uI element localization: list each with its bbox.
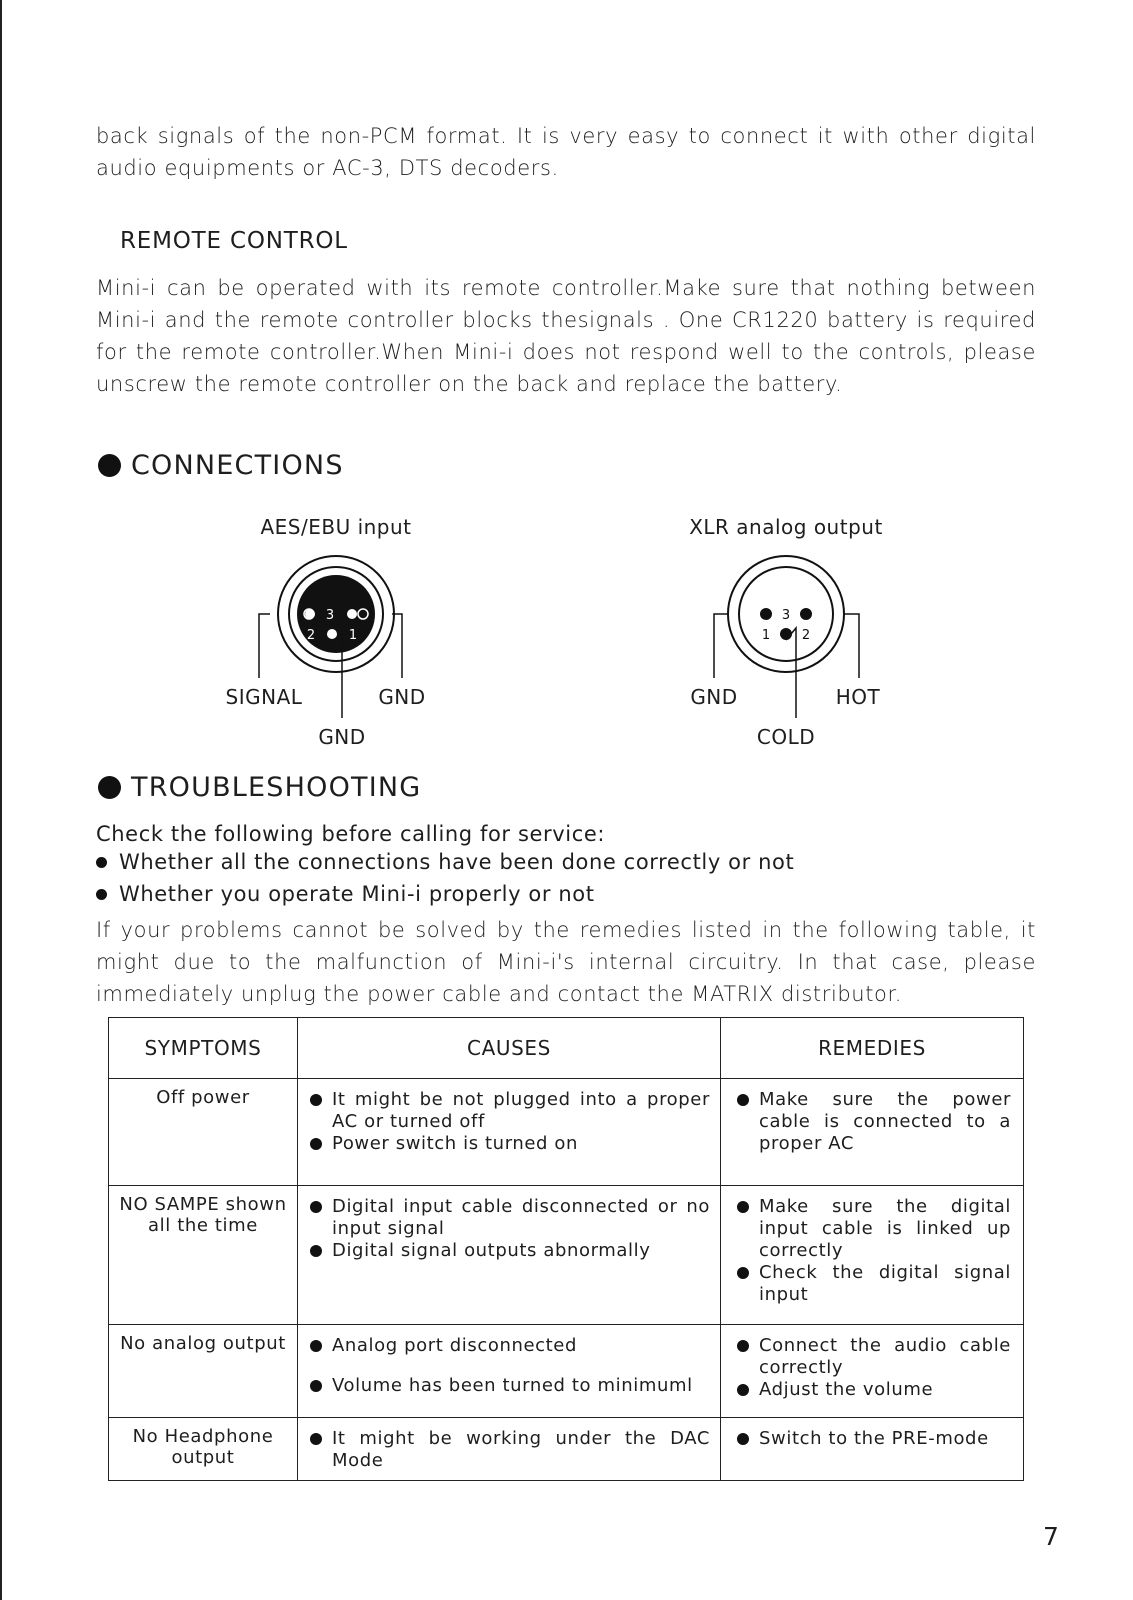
causes-cell — [298, 1079, 721, 1186]
aes-ebu-title: AES/EBU input — [260, 515, 412, 539]
xlr-connector — [689, 515, 883, 749]
aes-label-gnd-bottom: GND — [318, 725, 366, 749]
aes-pin-3: 3 — [325, 608, 335, 623]
cause-item — [310, 1428, 710, 1472]
connections-diagram — [96, 500, 1036, 750]
bullet-dot-icon — [310, 1340, 322, 1352]
troubleshooting-heading — [98, 772, 421, 803]
bullet-dot-icon — [96, 857, 107, 868]
cause-text: It might be working under the DAC Mode — [332, 1428, 710, 1471]
remedies-cell — [721, 1079, 1024, 1186]
xlr-title: XLR analog output — [689, 515, 883, 539]
cause-text: Analog port disconnected — [332, 1335, 577, 1356]
remedies-cell — [721, 1325, 1024, 1418]
symptom-cell: NO SAMPE shown all the time — [109, 1186, 298, 1325]
remedy-item — [737, 1196, 1011, 1262]
remedy-item — [737, 1335, 1011, 1379]
cause-item — [310, 1089, 710, 1133]
page-edge-rule — [0, 0, 2, 1600]
remedy-item — [737, 1262, 1011, 1306]
aes-pin-2: 2 — [306, 628, 316, 643]
remedy-text: Make sure the digital input cable is linked up correctly — [759, 1196, 1011, 1261]
symptom-cell: No Headphone output — [109, 1418, 298, 1481]
cause-item — [310, 1375, 710, 1397]
troubleshooting-paragraph: If your problems cannot be solved by the remedies listed in the following table, it might due to the malfunction of Mini-i's internal circuitry. In that case, please immediately unplug the power cable and contact the MATRIX distributor. — [96, 918, 1036, 1006]
aes-ebu-connector — [226, 515, 426, 749]
remedy-text: Check the digital signal input — [759, 1262, 1011, 1305]
troubleshooting-table — [108, 1017, 1024, 1481]
page-number: 7 — [1043, 1522, 1059, 1551]
xlr-pin-1: 1 — [761, 628, 771, 643]
aes-label-signal: SIGNAL — [225, 685, 303, 709]
remedy-text: Switch to the PRE-mode — [759, 1428, 989, 1449]
bullet-dot-icon — [310, 1138, 322, 1150]
symptom-cell: No analog output — [109, 1325, 298, 1418]
cause-text: Digital signal outputs abnormally — [332, 1240, 651, 1261]
remote-control-paragraph: Mini-i can be operated with its remote controller.Make sure that nothing between Mini-i and the remote controller blocks thesignals . One CR1220 battery is required for the remote controller.When Mini-i does not respond well to the controls, please unscrew the remote controller on the back and replace the battery. — [96, 276, 1036, 396]
symptom-cell: Off power — [109, 1079, 298, 1186]
bullet-dot-icon — [96, 889, 107, 900]
header-symptoms: SYMPTOMS — [109, 1018, 298, 1079]
causes-cell — [298, 1186, 721, 1325]
xlr-pin-2: 2 — [801, 628, 811, 643]
bullet-dot-icon — [737, 1094, 749, 1106]
bullet-dot-icon — [737, 1267, 749, 1279]
bullet-dot-icon — [98, 454, 121, 477]
bullet-dot-icon — [737, 1201, 749, 1213]
connections-heading-label: CONNECTIONS — [131, 450, 344, 481]
remedy-text: Adjust the volume — [759, 1379, 934, 1400]
remote-control-heading: REMOTE CONTROL — [120, 228, 348, 254]
remedy-text: Connect the audio cable correctly — [759, 1335, 1011, 1378]
remedies-cell — [721, 1418, 1024, 1481]
remedies-cell — [721, 1186, 1024, 1325]
bullet-dot-icon — [310, 1380, 322, 1392]
header-causes: CAUSES — [298, 1018, 721, 1079]
cause-item — [310, 1133, 710, 1155]
xlr-pin-3: 3 — [781, 608, 791, 623]
bullet-dot-icon — [310, 1433, 322, 1445]
xlr-label-hot: HOT — [835, 685, 881, 709]
cause-text: Power switch is turned on — [332, 1133, 579, 1154]
troubleshooting-intro: Check the following before calling for service: — [96, 822, 606, 846]
remedy-text: Make sure the power cable is connected to a proper AC — [759, 1089, 1011, 1154]
cause-text: It might be not plugged into a proper AC or turned off — [332, 1089, 710, 1132]
table-row — [109, 1418, 1024, 1481]
remedy-item — [737, 1428, 1011, 1450]
bullet-dot-icon — [98, 776, 121, 799]
cause-item — [310, 1196, 710, 1240]
bullet-dot-icon — [310, 1201, 322, 1213]
check-item — [96, 850, 794, 874]
check-item-text: Whether all the connections have been done correctly or not — [119, 850, 795, 874]
cause-text: Digital input cable disconnected or no input signal — [332, 1196, 710, 1239]
table-row — [109, 1079, 1024, 1186]
bullet-dot-icon — [737, 1384, 749, 1396]
causes-cell — [298, 1418, 721, 1481]
intro-paragraph: back signals of the non-PCM format. It is very easy to connect it with other digital audio equipments or AC-3, DTS decoders. — [96, 124, 1036, 180]
header-remedies: REMEDIES — [721, 1018, 1024, 1079]
cause-item — [310, 1240, 710, 1262]
table-row — [109, 1325, 1024, 1418]
aes-label-gnd-right: GND — [378, 685, 426, 709]
bullet-dot-icon — [310, 1245, 322, 1257]
remedy-item — [737, 1379, 1011, 1401]
remedy-item — [737, 1089, 1011, 1155]
check-item — [96, 882, 595, 906]
bullet-dot-icon — [310, 1094, 322, 1106]
bullet-dot-icon — [737, 1340, 749, 1352]
aes-pin-1: 1 — [348, 628, 358, 643]
connections-heading — [98, 450, 344, 481]
check-item-text: Whether you operate Mini-i properly or not — [119, 882, 595, 906]
troubleshooting-heading-label: TROUBLESHOOTING — [131, 772, 422, 803]
cause-item — [310, 1335, 710, 1357]
xlr-label-gnd: GND — [690, 685, 738, 709]
cause-text: Volume has been turned to minimuml — [332, 1375, 693, 1396]
table-header-row — [109, 1018, 1024, 1079]
bullet-dot-icon — [737, 1433, 749, 1445]
xlr-label-cold: COLD — [756, 725, 816, 749]
causes-cell — [298, 1325, 721, 1418]
table-row — [109, 1186, 1024, 1325]
